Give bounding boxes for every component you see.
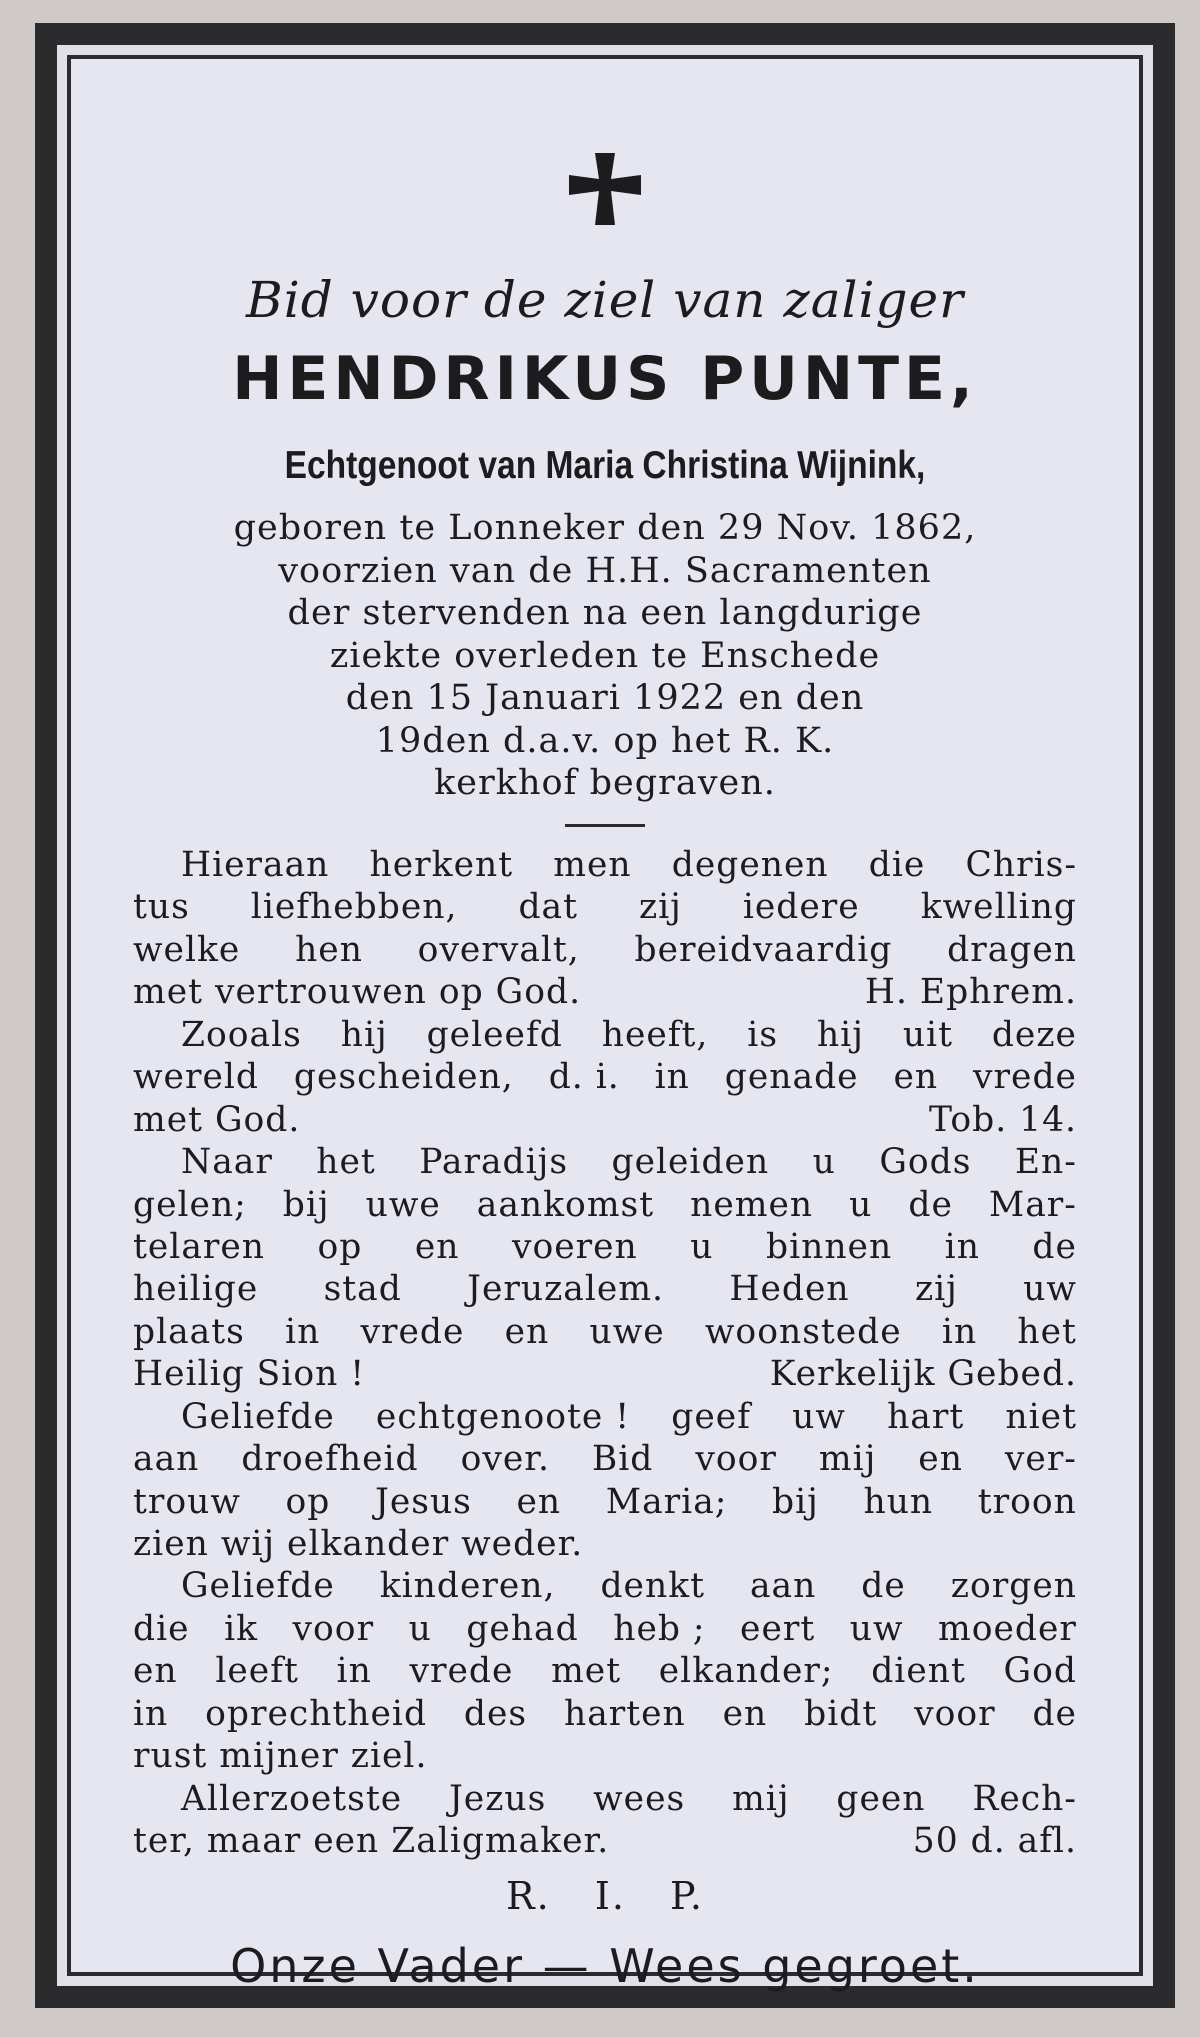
word: Jesus — [375, 1481, 472, 1522]
word: moeder — [938, 1608, 1077, 1649]
word: wereld — [133, 1057, 259, 1098]
word: Hieraan — [181, 845, 330, 885]
text-line — [133, 1778, 1077, 1820]
cross-icon — [565, 149, 645, 229]
text-line — [133, 886, 1077, 928]
word: welke — [133, 929, 241, 970]
word: woonstede — [704, 1311, 902, 1352]
citation: 50 d. afl. — [912, 1821, 1077, 1862]
word: Gods — [879, 1142, 972, 1183]
word: hij — [340, 1014, 388, 1055]
outer-border — [57, 45, 1153, 1993]
word: u — [690, 1226, 714, 1267]
word: stad — [323, 1269, 402, 1310]
word: die — [868, 845, 926, 885]
memorial-card — [35, 23, 1175, 2008]
word: zij — [914, 1269, 958, 1310]
word: gescheiden, — [293, 1057, 514, 1098]
word: gelen; — [133, 1184, 247, 1225]
word: hun — [863, 1481, 934, 1522]
word: bij — [772, 1481, 819, 1522]
word: Geliefde — [181, 1566, 335, 1607]
word: Allerzoetste — [181, 1778, 403, 1819]
text-line — [133, 1438, 1077, 1480]
word: geef — [671, 1396, 751, 1437]
word: troon — [977, 1481, 1077, 1522]
deceased-name: HENDRIKUS PUNTE, — [232, 344, 978, 414]
word: voor — [292, 1608, 375, 1649]
word: voor — [914, 1693, 996, 1734]
text-line — [133, 1226, 1077, 1268]
bio-line: geboren te Lonneker den 29 Nov. 1862, — [233, 508, 977, 548]
word: niet — [1005, 1396, 1077, 1437]
line-text: met God. — [133, 1099, 301, 1140]
word: trouw — [133, 1481, 241, 1522]
word: God — [1003, 1651, 1077, 1692]
word: het — [316, 1142, 376, 1183]
text-line — [133, 1268, 1077, 1310]
line-text: zien wij elkander weder. — [133, 1524, 584, 1564]
word: hij — [816, 1014, 864, 1055]
word: leeft — [215, 1651, 299, 1692]
word: Zooals — [181, 1014, 302, 1055]
word: genade — [724, 1057, 859, 1098]
word: Geliefde — [181, 1396, 335, 1437]
inner-border — [67, 55, 1143, 1993]
word: heb ; — [613, 1608, 706, 1649]
word: denkt — [600, 1566, 705, 1607]
divider — [565, 824, 645, 827]
word: plaats — [133, 1311, 245, 1352]
word: aan — [749, 1566, 817, 1607]
word: geleefd — [426, 1014, 563, 1055]
word: uwe — [589, 1311, 665, 1352]
word: heeft, — [601, 1014, 709, 1055]
text-line — [133, 1184, 1077, 1226]
word: overvalt, — [417, 929, 580, 970]
word: op — [317, 1226, 363, 1267]
word: ik — [224, 1608, 259, 1649]
word: d. i. — [548, 1057, 620, 1098]
text-line — [133, 844, 1077, 886]
citation: Tob. 14. — [929, 1099, 1077, 1140]
text-line — [133, 1099, 1077, 1141]
word: vrede — [973, 1057, 1077, 1098]
word: kinderen, — [379, 1566, 556, 1607]
heading: Bid voor de ziel van zaliger — [246, 271, 964, 329]
word: mij — [818, 1439, 877, 1480]
word: en — [504, 1311, 550, 1352]
word: aan — [133, 1439, 200, 1480]
word: in — [336, 1651, 372, 1692]
word: herkent — [369, 845, 514, 885]
text-line — [133, 1820, 1077, 1862]
rip-line: R. I. P. — [506, 1874, 704, 1918]
bio-line: ziekte overleden te Enschede — [329, 635, 881, 676]
word: en — [722, 1693, 768, 1734]
word: vrede — [360, 1311, 465, 1352]
word: op — [285, 1481, 331, 1522]
text-line — [133, 1353, 1077, 1395]
word: voor — [695, 1439, 777, 1480]
word: in — [654, 1057, 690, 1098]
text-line — [133, 929, 1077, 971]
text-line — [133, 1523, 1077, 1565]
word: over. — [460, 1439, 550, 1480]
spouse-line: Echtgenoot van Maria Christina Wijnink, — [284, 444, 926, 487]
word: bidt — [804, 1693, 878, 1734]
word: Bid — [591, 1439, 654, 1480]
citation: H. Ephrem. — [864, 972, 1077, 1013]
word: mij — [732, 1778, 790, 1819]
word: uw — [1023, 1269, 1077, 1310]
line-text: rust mijner ziel. — [133, 1736, 428, 1777]
citation: Kerkelijk Gebed. — [769, 1354, 1077, 1395]
word: des — [463, 1693, 528, 1734]
word: hart — [887, 1396, 965, 1437]
text-line — [133, 1396, 1077, 1438]
word: die — [133, 1608, 190, 1649]
word: in — [133, 1693, 169, 1734]
line-text: Heilig Sion ! — [133, 1354, 366, 1395]
text-line — [133, 1481, 1077, 1523]
word: harten — [564, 1693, 686, 1734]
word: uit — [902, 1014, 953, 1055]
word: de — [1032, 1226, 1077, 1267]
word: Naar — [181, 1142, 273, 1183]
word: voeren — [511, 1226, 638, 1267]
word: dragen — [947, 929, 1077, 970]
card-content — [133, 59, 1077, 1993]
word: Mar- — [988, 1184, 1077, 1225]
text-line — [133, 971, 1077, 1013]
word: Jezus — [448, 1778, 547, 1819]
bio-line: kerkhof begraven. — [434, 763, 776, 803]
word: gehad — [466, 1608, 579, 1649]
bio-line: den 15 Januari 1922 en den — [345, 678, 865, 718]
word: ver- — [1004, 1439, 1077, 1480]
word: En- — [1014, 1142, 1077, 1183]
word: uw — [792, 1396, 846, 1437]
word: aankomst — [476, 1184, 655, 1225]
text-line — [133, 1141, 1077, 1183]
bio-line: 19den d.a.v. op het R. K. — [375, 720, 835, 761]
text-line — [133, 1608, 1077, 1650]
word: hen — [295, 929, 363, 970]
word: heilige — [133, 1269, 259, 1310]
word: bereidvaardig — [634, 929, 893, 970]
word: is — [747, 1014, 779, 1055]
word: echtgenoote ! — [375, 1396, 631, 1437]
word: oprechtheid — [205, 1693, 428, 1734]
word: deze — [991, 1014, 1077, 1055]
line-text: met vertrouwen op God. — [133, 972, 582, 1013]
word: nemen — [690, 1184, 814, 1225]
word: de — [1032, 1693, 1077, 1734]
word: eert — [740, 1608, 816, 1649]
word: geen — [836, 1778, 926, 1819]
text-line — [133, 1311, 1077, 1353]
word: zorgen — [950, 1566, 1077, 1607]
word: Heden — [729, 1269, 850, 1310]
word: in — [941, 1311, 978, 1352]
word: en — [516, 1481, 562, 1522]
word: u — [812, 1142, 836, 1183]
word: geleiden — [611, 1142, 770, 1183]
word: en — [918, 1439, 963, 1480]
word: u — [408, 1608, 432, 1649]
text-line — [133, 1014, 1077, 1056]
line-text: ter, maar een Zaligmaker. — [133, 1821, 610, 1862]
closing-prayer: Onze Vader — Wees gegroet. — [230, 1939, 980, 1993]
biography — [133, 507, 1077, 805]
word: bij — [282, 1184, 330, 1225]
word: Rech- — [972, 1778, 1077, 1819]
word: binnen — [765, 1226, 893, 1267]
word: uwe — [365, 1184, 441, 1225]
text-line — [133, 1735, 1077, 1777]
word: en — [133, 1651, 178, 1692]
word: de — [861, 1566, 906, 1607]
word: tus — [133, 887, 190, 928]
bio-line: der stervenden na een langdurige — [287, 593, 923, 633]
word: het — [1017, 1311, 1077, 1352]
word: degenen — [671, 845, 829, 885]
word: liefhebben, — [250, 887, 458, 928]
word: in — [944, 1226, 980, 1267]
word: dient — [871, 1651, 966, 1692]
word: met — [551, 1651, 622, 1692]
word: de — [908, 1184, 953, 1225]
word: en — [414, 1226, 460, 1267]
text-line — [133, 1056, 1077, 1098]
word: Maria; — [605, 1481, 728, 1522]
word: droefheid — [241, 1439, 419, 1480]
word: dat — [518, 887, 578, 928]
text-line — [133, 1693, 1077, 1735]
word: zij — [638, 887, 682, 928]
word: en — [893, 1057, 939, 1098]
word: uw — [849, 1608, 904, 1649]
prayer-text — [133, 844, 1077, 1863]
word: telaren — [133, 1226, 266, 1267]
word: u — [849, 1184, 873, 1225]
word: men — [553, 845, 632, 885]
word: Paradijs — [419, 1142, 569, 1183]
word: vrede — [409, 1651, 514, 1692]
word: elkander; — [658, 1651, 834, 1692]
word: Jeruzalem. — [467, 1269, 665, 1310]
word: wees — [593, 1778, 686, 1819]
text-line — [133, 1565, 1077, 1607]
word: in — [285, 1311, 321, 1352]
bio-line: voorzien van de H.H. Sacramenten — [278, 550, 932, 591]
text-line — [133, 1650, 1077, 1692]
card-paper — [71, 59, 1139, 1993]
word: kwelling — [920, 887, 1077, 928]
word: iedere — [742, 887, 860, 928]
word: Chris- — [965, 845, 1077, 885]
